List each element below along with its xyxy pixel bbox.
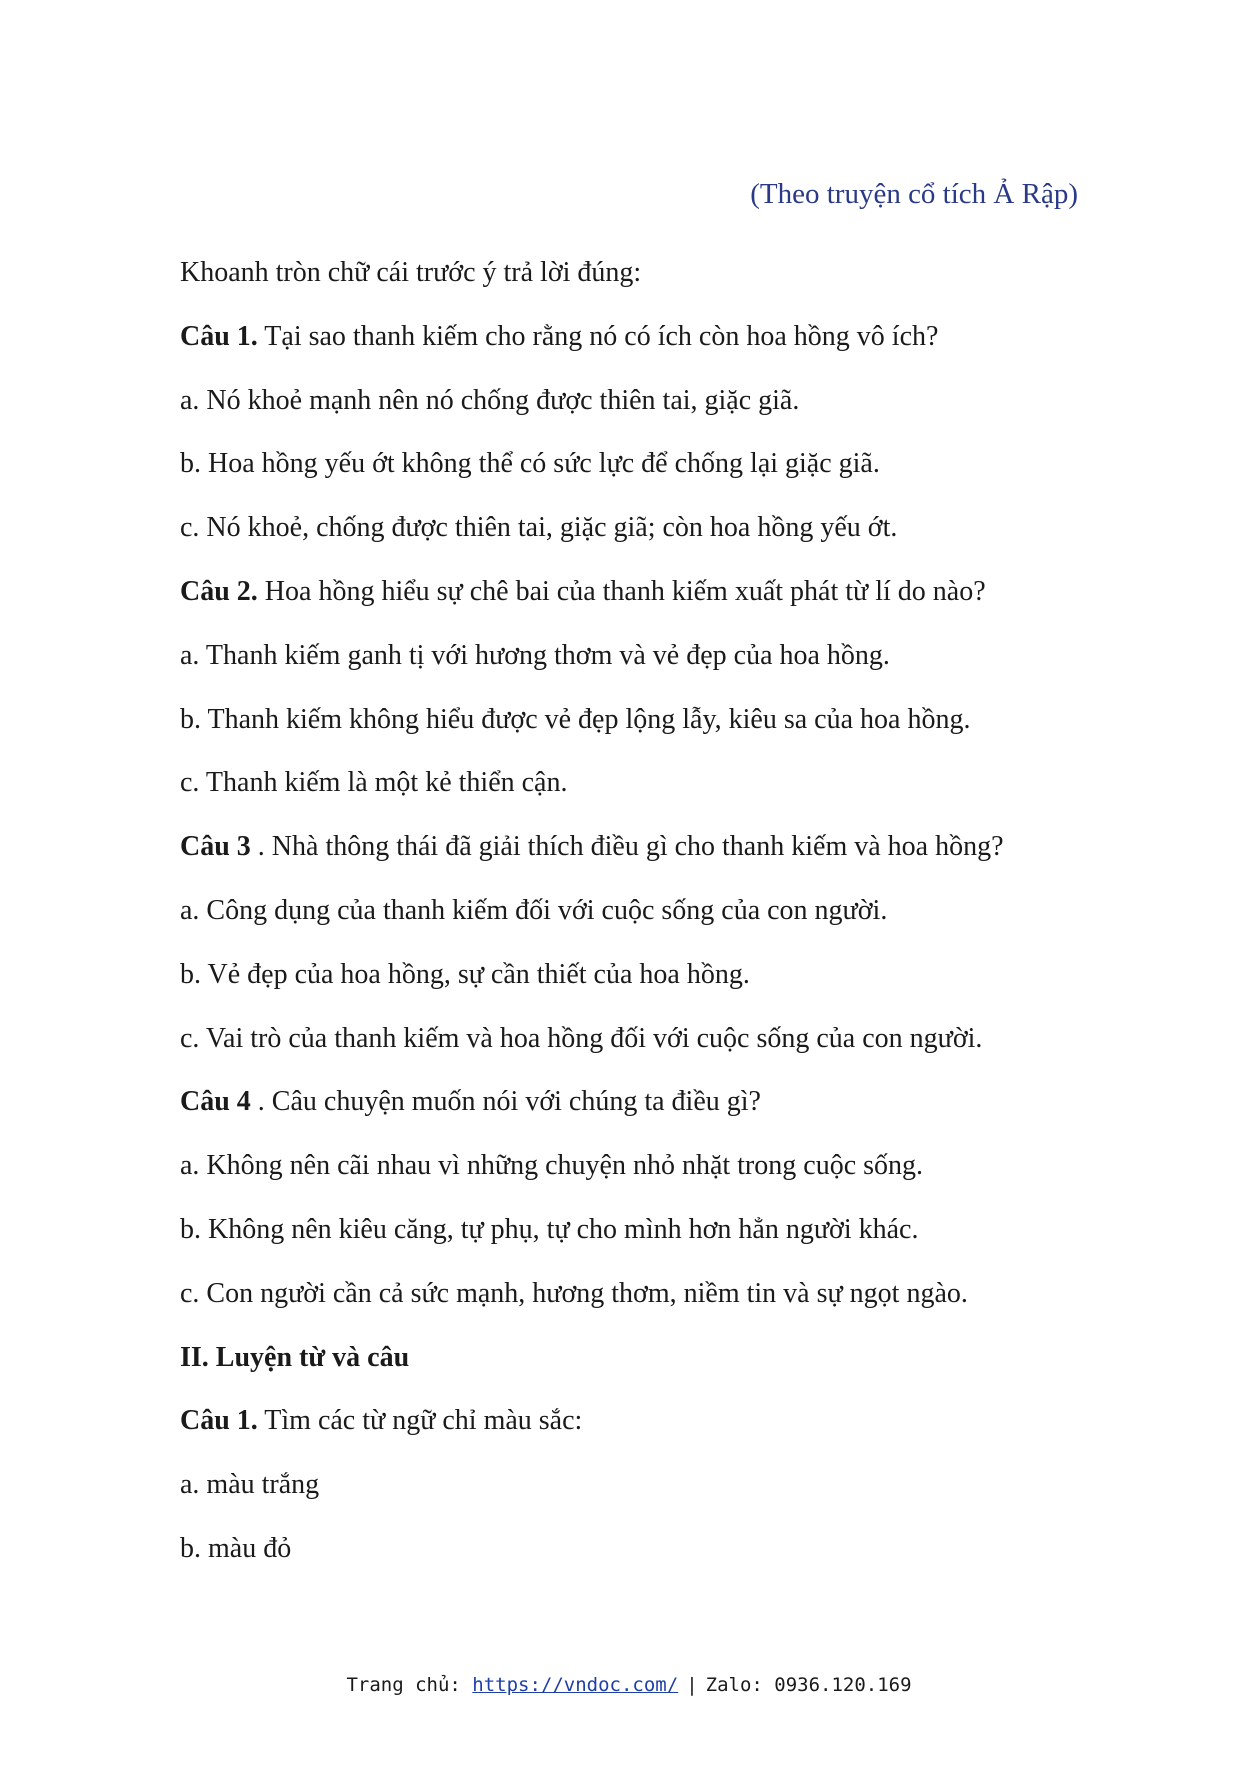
question-text: Hoa hồng hiểu sự chê bai của thanh kiếm xuất phát từ lí do nào? — [257, 575, 986, 607]
option-1a: a. Nó khoẻ mạnh nên nó chống được thiên tai, giặc giã. — [180, 384, 800, 416]
option-1c: c. Nó khoẻ, chống được thiên tai, giặc giã; còn hoa hồng yếu ớt. — [180, 512, 898, 544]
option-3a: a. Công dụng của thanh kiếm đối với cuộc sống của con người. — [180, 894, 888, 926]
section-heading: II. Luyện từ và câu — [180, 1341, 410, 1373]
option-2c: c. Thanh kiếm là một kẻ thiển cận. — [180, 767, 568, 799]
question-text: . Nhà thông thái đã giải thích điều gì cho thanh kiếm và hoa hồng? — [250, 831, 1004, 863]
option-2b: b. Thanh kiếm không hiểu được vẻ đẹp lộng lẫy, kiêu sa của hoa hồng. — [180, 703, 971, 735]
footer-home-label: Trang chủ: — [346, 1674, 473, 1696]
section2-option-a: a. màu trắng — [180, 1469, 320, 1501]
question-label: Câu 2. — [180, 575, 258, 607]
option-3c: c. Vai trò của thanh kiếm và hoa hồng đối với cuộc sống của con người. — [180, 1022, 983, 1054]
question-1 — [180, 305, 1120, 369]
source-note: (Theo truyện cổ tích Ả Rập) — [750, 178, 1078, 210]
section2-question-1 — [180, 1389, 1120, 1453]
option-1b: b. Hoa hồng yếu ớt không thể có sức lực để chống lại giặc giã. — [180, 448, 880, 480]
footer-zalo: Zalo: 0936.120.169 — [705, 1674, 912, 1696]
question-2 — [180, 560, 1120, 624]
question-3 — [180, 815, 1120, 879]
question-label: Câu 1. — [180, 1405, 258, 1437]
instruction: Khoanh tròn chữ cái trước ý trả lời đúng: — [180, 257, 642, 288]
section2-option-b: b. màu đỏ — [180, 1532, 292, 1564]
question-text: Tại sao thanh kiếm cho rằng nó có ích còn hoa hồng vô ích? — [257, 320, 939, 352]
question-text: . Câu chuyện muốn nói với chúng ta điều gì? — [250, 1086, 761, 1118]
option-4a: a. Không nên cãi nhau vì những chuyện nhỏ nhặt trong cuộc sống. — [180, 1150, 924, 1182]
option-3b: b. Vẻ đẹp của hoa hồng, sự cần thiết của hoa hồng. — [180, 958, 750, 990]
footer-separator: | — [686, 1674, 698, 1696]
document-body — [180, 241, 1120, 1581]
footer-home-link[interactable]: https://vndoc.com/ — [472, 1674, 679, 1696]
option-2a: a. Thanh kiếm ganh tị với hương thơm và vẻ đẹp của hoa hồng. — [180, 639, 890, 671]
question-label: Câu 4 — [180, 1086, 251, 1118]
option-4c: c. Con người cần cả sức mạnh, hương thơm, niềm tin và sự ngọt ngào. — [180, 1277, 968, 1309]
page-footer — [0, 1674, 1258, 1696]
question-4 — [180, 1070, 1120, 1134]
option-4b: b. Không nên kiêu căng, tự phụ, tự cho mình hơn hẳn người khác. — [180, 1213, 919, 1245]
question-label: Câu 1. — [180, 320, 258, 352]
question-text: Tìm các từ ngữ chỉ màu sắc: — [257, 1405, 583, 1437]
question-label: Câu 3 — [180, 831, 251, 863]
